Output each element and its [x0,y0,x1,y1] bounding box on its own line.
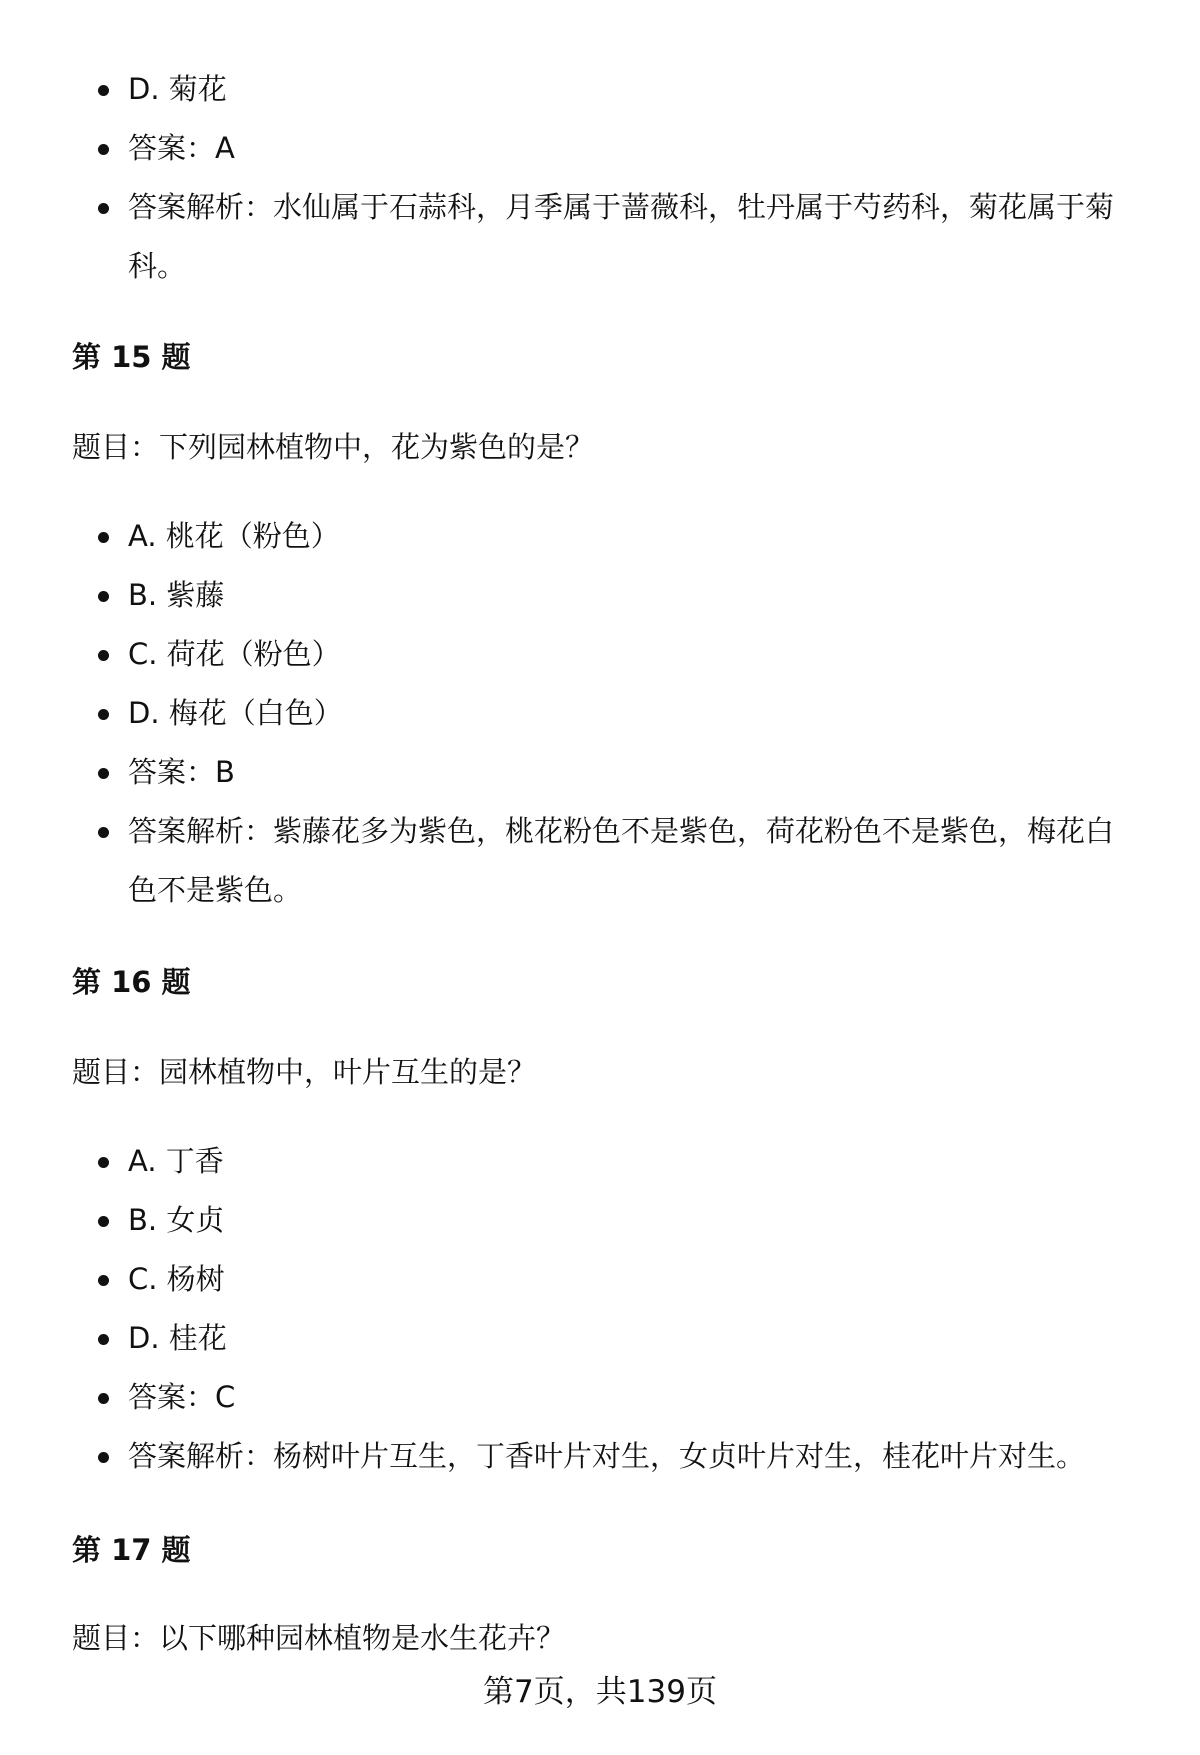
bullet-icon [98,144,109,155]
bullet-icon [98,1452,109,1463]
prev-question-options [0,60,1200,296]
list-item: 答案解析：水仙属于石蒜科，月季属于蔷薇科，牡丹属于芍药科，菊花属于菊科。 [0,178,1200,296]
question-title: 第 17 题 [72,1533,191,1567]
bullet-icon [98,709,109,720]
bullet-icon [98,768,109,779]
bullet-icon [98,85,109,96]
page-number: 第7页，共139页 [483,1674,717,1710]
list-item: B. 女贞 [0,1191,1200,1250]
bullet-icon [98,532,109,543]
list-item: C. 荷花（粉色） [0,625,1200,684]
list-item: A. 丁香 [0,1132,1200,1191]
list-item: 答案解析：紫藤花多为紫色，桃花粉色不是紫色，荷花粉色不是紫色，梅花白色不是紫色。 [0,802,1200,920]
bullet-icon [98,1393,109,1404]
question-prompt: 题目：以下哪种园林植物是水生花卉？ [72,1621,566,1655]
list-item: D. 梅花（白色） [0,684,1200,743]
list-item: C. 杨树 [0,1250,1200,1309]
question-title: 第 16 题 [72,965,191,999]
list-item: B. 紫藤 [0,566,1200,625]
list-item: 答案：C [0,1368,1200,1427]
bullet-icon [98,827,109,838]
bullet-icon [98,203,109,214]
question-prompt: 题目：园林植物中，叶片互生的是？ [72,1055,537,1089]
list-item: A. 桃花（粉色） [0,507,1200,566]
bullet-icon [98,591,109,602]
list-item: D. 桂花 [0,1309,1200,1368]
question-options [0,507,1200,920]
list-item: D. 菊花 [0,60,1200,119]
question-title: 第 15 题 [72,340,191,374]
bullet-icon [98,650,109,661]
question-prompt: 题目：下列园林植物中，花为紫色的是？ [72,430,595,464]
bullet-icon [98,1275,109,1286]
bullet-icon [98,1157,109,1168]
list-item: 答案解析：杨树叶片互生，丁香叶片对生，女贞叶片对生，桂花叶片对生。 [0,1427,1200,1486]
question-options [0,1132,1200,1486]
bullet-icon [98,1334,109,1345]
list-item: 答案：A [0,119,1200,178]
bullet-icon [98,1216,109,1227]
list-item: 答案：B [0,743,1200,802]
